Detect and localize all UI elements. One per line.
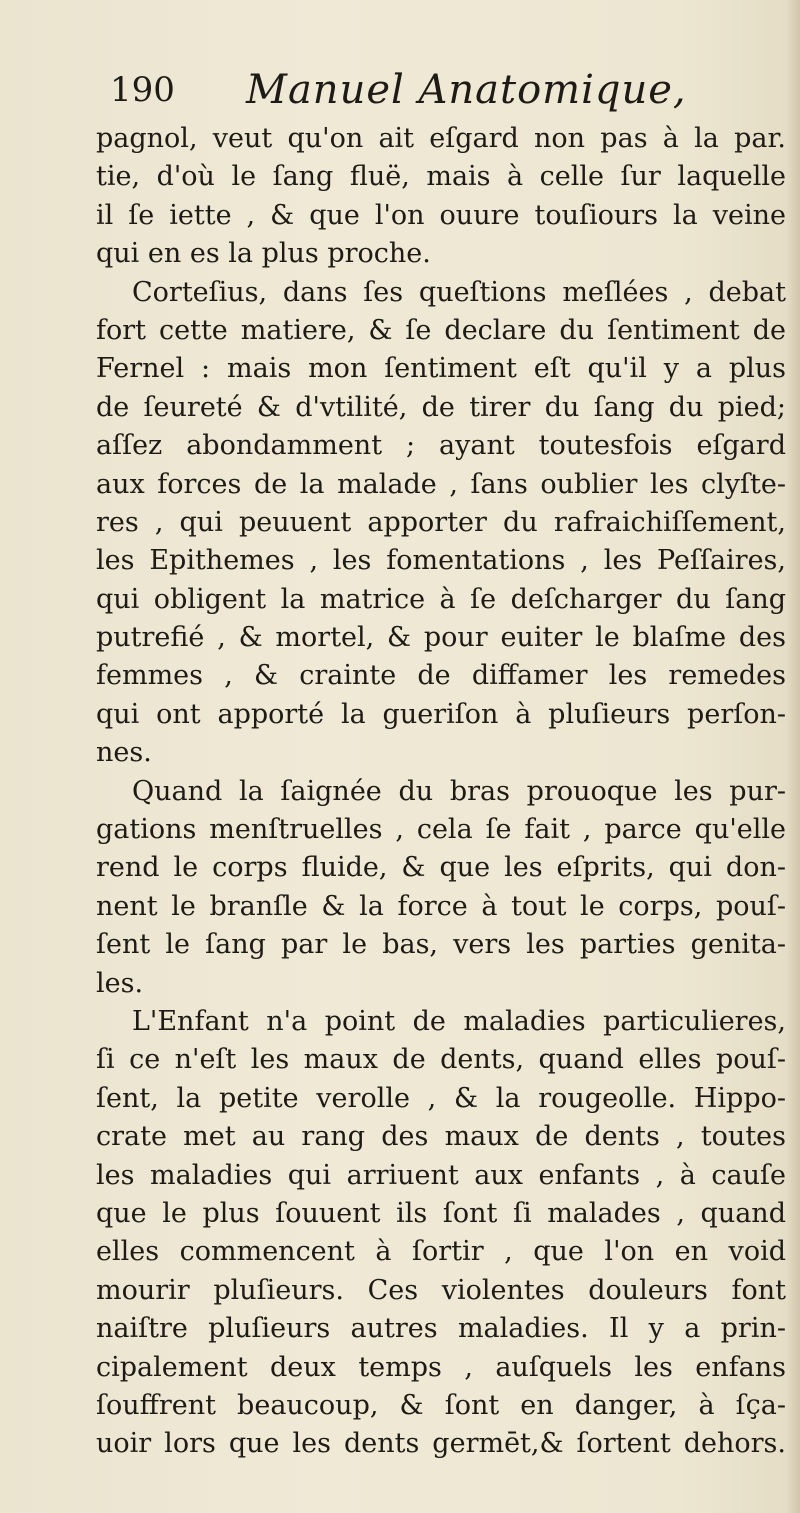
text-line: il ſe iette , & que l'on ouure touſiours la veine: [96, 199, 786, 231]
text-line: que le plus ſouuent ils ſont ſi malades , quand: [96, 1197, 786, 1229]
text-line: ſouffrent beaucoup, & ſont en danger, à ſça-: [96, 1389, 786, 1421]
text-line: de ſeureté & d'vtilité, de tirer du ſang du pied;: [96, 391, 786, 423]
text-line: mourir pluſieurs. Ces violentes douleurs font: [96, 1274, 786, 1306]
text-line: cipalement deux temps , auſquels les enfans: [96, 1351, 786, 1383]
text-line: femmes , & crainte de diffamer les remedes: [96, 660, 786, 692]
text-line: res , qui peuuent apporter du rafraichiſſement,: [96, 506, 786, 538]
text-line: Quand la ſaignée du bras prouoque les pur-: [132, 775, 786, 807]
text-line: L'Enfant n'a point de maladies particulieres,: [132, 1005, 786, 1037]
text-line: nes.: [96, 737, 152, 769]
text-line: Fernel : mais mon ſentiment eſt qu'il y a plus: [96, 353, 786, 385]
text-line: ſi ce n'eſt les maux de dents, quand elles pouſ-: [96, 1044, 786, 1076]
text-line: ſent le ſang par le bas, vers les parties genita-: [96, 929, 786, 961]
text-line: naiſtre pluſieurs autres maladies. Il y a prin-: [96, 1313, 786, 1345]
text-line: pagnol, veut qu'on ait eſgard non pas à la par.: [96, 123, 786, 154]
text-line: putrefié , & mortel, & pour euiter le blaſme des: [96, 622, 786, 654]
text-line: fort cette matiere, & ſe declare du ſentiment de: [96, 314, 786, 346]
text-line: tie, d'où le ſang fluë, mais à celle ſur laquelle: [96, 161, 786, 193]
text-line: qui en es la plus proche.: [96, 238, 431, 270]
text-line: crate met au rang des maux de dents , toutes: [96, 1121, 786, 1153]
page-number: 190: [110, 70, 175, 110]
text-line: uoir lors que les dents germēt,& ſortent dehors.: [96, 1428, 786, 1460]
text-line: nent le branſle & la force à tout le corps, pouſ-: [96, 890, 786, 922]
text-line: les maladies qui arriuent aux enfants , à cauſe: [96, 1159, 786, 1191]
text-block: [96, 60, 786, 1464]
text-line: les.: [96, 967, 144, 999]
text-line: rend le corps fluide, & que les eſprits, qui don-: [96, 852, 786, 884]
text-line: elles commencent à ſortir , que l'on en void: [96, 1236, 786, 1268]
running-title: Manuel Anatomique,: [246, 67, 687, 113]
page-header: [96, 60, 786, 120]
text-line: Corteſius, dans ſes queſtions meſlées , debat: [132, 276, 786, 308]
text-line: les Epithemes , les fomentations , les Peſſaires,: [96, 545, 786, 577]
text-line: aux forces de la malade , ſans oublier les clyſte-: [96, 468, 786, 500]
text-line: qui ont apporté la gueriſon à pluſieurs perſon-: [96, 698, 786, 730]
text-line: aſſez abondamment ; ayant toutesfois eſgard: [96, 430, 786, 462]
text-line: qui obligent la matrice à ſe deſcharger du ſang: [96, 583, 786, 615]
text-line: ſent, la petite verolle , & la rougeolle. Hippo-: [96, 1082, 786, 1114]
text-line: gations menſtruelles , cela ſe fait , parce qu'elle: [96, 814, 786, 846]
